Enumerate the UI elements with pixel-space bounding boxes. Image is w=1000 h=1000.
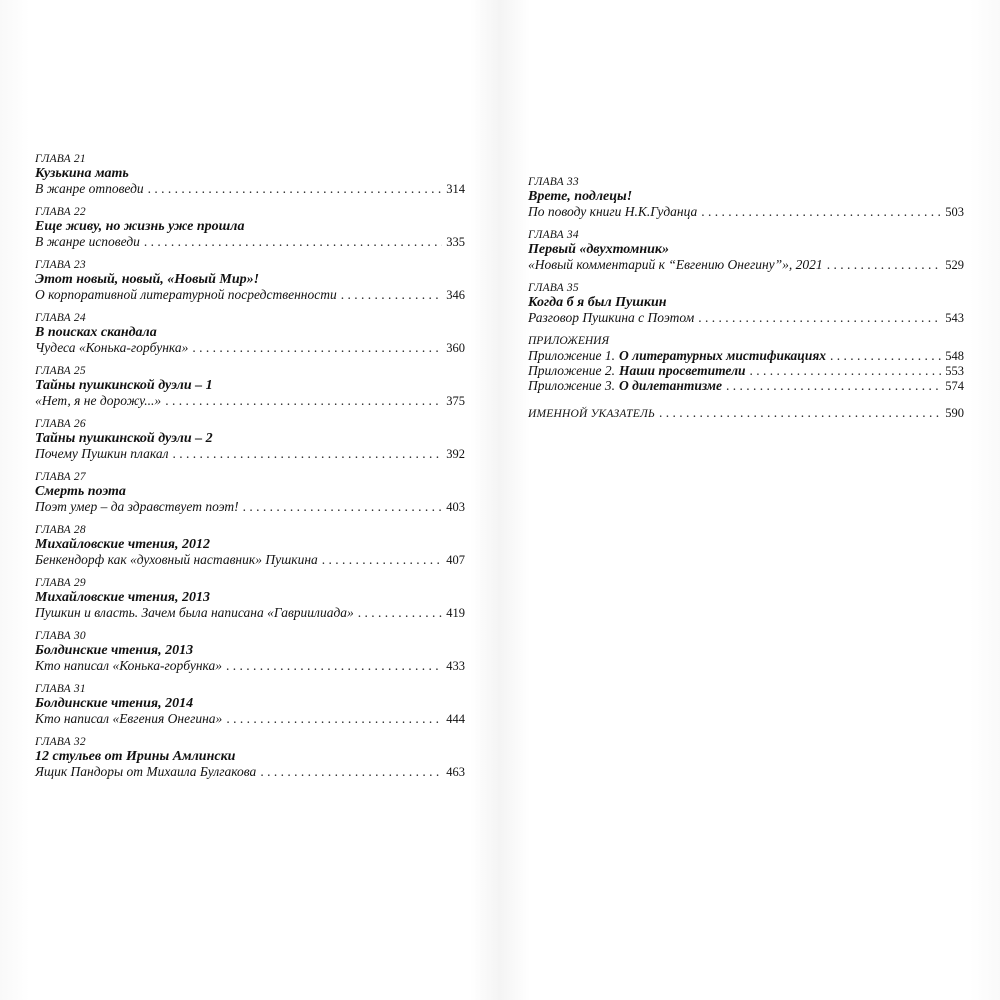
page-number: 463 [446, 765, 465, 779]
chapter-subtitle: Ящик Пандоры от Михаила Булгакова [35, 764, 257, 779]
toc-line [35, 764, 465, 779]
toc-entry-34 [528, 229, 964, 272]
toc-line [35, 393, 465, 408]
toc-line [35, 287, 465, 302]
name-index-entry [528, 405, 964, 420]
chapter-subtitle: По поводу книги Н.К.Гуданца [528, 204, 698, 219]
page-number: 419 [446, 606, 465, 620]
dot-leader [172, 446, 442, 461]
toc-line [35, 181, 465, 196]
page-number: 375 [446, 394, 465, 408]
chapter-subtitle: О корпоративной литературной посредственности [35, 287, 337, 302]
toc-line [35, 658, 465, 673]
chapter-subtitle: «Новый комментарий к “Евгению Онегину”», 2021 [528, 257, 823, 272]
appendix-line [528, 348, 964, 363]
chapter-number: ГЛАВА 35 [528, 282, 579, 294]
dot-leader [827, 257, 942, 272]
toc-entry-27 [35, 471, 465, 514]
page-number: 346 [446, 288, 465, 302]
appendix-prefix: Приложение 2. [528, 363, 616, 378]
chapter-number: ГЛАВА 31 [35, 683, 86, 695]
dot-leader [165, 393, 442, 408]
toc-entry-24 [35, 312, 465, 355]
chapter-title: Михайловские чтения, 2012 [35, 537, 210, 552]
toc-line [35, 552, 465, 567]
chapter-number: ГЛАВА 29 [35, 577, 86, 589]
page-number: 314 [446, 182, 465, 196]
dot-leader [830, 348, 941, 363]
dot-leader [148, 181, 443, 196]
chapter-title: Когда б я был Пушкин [528, 295, 667, 310]
toc-right-column [528, 176, 964, 430]
toc-entry-25 [35, 365, 465, 408]
page-number: 407 [446, 553, 465, 567]
toc-entry-32 [35, 736, 465, 779]
name-index-line [528, 405, 964, 420]
toc-line [35, 605, 465, 620]
name-index-label: ИМЕННОЙ УКАЗАТЕЛЬ [528, 408, 655, 420]
dot-leader [750, 363, 942, 378]
page-number: 444 [446, 712, 465, 726]
toc-entry-26 [35, 418, 465, 461]
toc-entry-23 [35, 259, 465, 302]
chapter-subtitle: Чудеса «Конька-горбунка» [35, 340, 189, 355]
dot-leader [698, 310, 941, 325]
chapter-title: Первый «двухтомник» [528, 242, 670, 257]
chapter-subtitle: Почему Пушкин плакал [35, 446, 169, 461]
chapter-title: Этот новый, новый, «Новый Мир»! [35, 272, 260, 287]
page-number: 433 [446, 659, 465, 673]
chapter-number: ГЛАВА 27 [35, 471, 86, 483]
chapter-number: ГЛАВА 32 [35, 736, 86, 748]
dot-leader [144, 234, 442, 249]
toc-line [35, 234, 465, 249]
dot-leader [322, 552, 442, 567]
toc-entry-29 [35, 577, 465, 620]
toc-line [528, 204, 964, 219]
chapter-subtitle: В жанре отповеди [35, 181, 144, 196]
chapter-title: Врете, подлецы! [528, 189, 633, 204]
chapter-subtitle: «Нет, я не дорожу...» [35, 393, 162, 408]
toc-entry-21 [35, 153, 465, 196]
toc-line [35, 446, 465, 461]
chapter-title: Михайловские чтения, 2013 [35, 590, 210, 605]
chapter-title: Болдинские чтения, 2014 [35, 696, 194, 711]
toc-line [35, 340, 465, 355]
appendix-title: Наши просветители [619, 363, 746, 378]
toc-line [528, 257, 964, 272]
appendix-title: О литературных мистификациях [619, 348, 827, 363]
toc-entry-30 [35, 630, 465, 673]
dot-leader [260, 764, 442, 779]
appendix-line [528, 363, 964, 378]
page-number: 529 [945, 258, 964, 272]
chapter-title: Тайны пушкинской дуэли – 2 [35, 431, 213, 446]
dot-leader [243, 499, 443, 514]
appendices-section [528, 335, 964, 393]
chapter-subtitle: Кто написал «Конька-горбунка» [35, 658, 223, 673]
appendix-prefix: Приложение 3. [528, 378, 616, 393]
chapter-number: ГЛАВА 34 [528, 229, 579, 241]
dot-leader [726, 378, 941, 393]
chapter-number: ГЛАВА 33 [528, 176, 579, 188]
chapter-number: ГЛАВА 28 [35, 524, 86, 536]
page-number: 360 [446, 341, 465, 355]
toc-entry-22 [35, 206, 465, 249]
chapter-number: ГЛАВА 25 [35, 365, 86, 377]
page-number: 553 [945, 364, 964, 378]
page-number: 574 [945, 379, 964, 393]
chapter-title: Тайны пушкинской дуэли – 1 [35, 378, 213, 393]
dot-leader [341, 287, 443, 302]
dot-leader [659, 405, 941, 420]
dot-leader [701, 204, 941, 219]
dot-leader [226, 658, 442, 673]
chapter-title: В поисках скандала [35, 325, 157, 340]
page-number: 392 [446, 447, 465, 461]
page-number: 543 [945, 311, 964, 325]
chapter-subtitle: Бенкендорф как «духовный наставник» Пушкина [35, 552, 318, 567]
chapter-title: Болдинские чтения, 2013 [35, 643, 194, 658]
chapter-subtitle: Разговор Пушкина с Поэтом [528, 310, 695, 325]
chapter-subtitle: В жанре исповеди [35, 234, 140, 249]
appendices-heading: ПРИЛОЖЕНИЯ [528, 335, 610, 347]
chapter-number: ГЛАВА 26 [35, 418, 86, 430]
appendix-line [528, 378, 964, 393]
chapter-title: 12 стульев от Ирины Амлински [35, 749, 236, 764]
dot-leader [358, 605, 442, 620]
appendix-title: О дилетантизме [619, 378, 723, 393]
chapter-title: Смерть поэта [35, 484, 126, 499]
chapter-title: Кузькина мать [35, 166, 129, 181]
chapter-title: Еще живу, но жизнь уже прошла [35, 219, 245, 234]
chapter-number: ГЛАВА 30 [35, 630, 86, 642]
toc-line [35, 711, 465, 726]
dot-leader [226, 711, 442, 726]
toc-line [528, 310, 964, 325]
toc-entry-31 [35, 683, 465, 726]
chapter-subtitle: Кто написал «Евгения Онегина» [35, 711, 223, 726]
toc-entry-28 [35, 524, 465, 567]
toc-entry-33 [528, 176, 964, 219]
appendix-prefix: Приложение 1. [528, 348, 616, 363]
chapter-number: ГЛАВА 24 [35, 312, 86, 324]
dot-leader [192, 340, 442, 355]
page-number: 403 [446, 500, 465, 514]
toc-left-column [35, 153, 465, 789]
page-number: 548 [945, 349, 964, 363]
chapter-subtitle: Пушкин и власть. Зачем была написана «Гавриилиада» [35, 605, 354, 620]
page-number: 335 [446, 235, 465, 249]
page-number: 590 [945, 406, 964, 420]
chapter-number: ГЛАВА 21 [35, 153, 86, 165]
toc-line [35, 499, 465, 514]
chapter-subtitle: Поэт умер – да здравствует поэт! [35, 499, 239, 514]
page-number: 503 [945, 205, 964, 219]
chapter-number: ГЛАВА 23 [35, 259, 86, 271]
chapter-number: ГЛАВА 22 [35, 206, 86, 218]
toc-entry-35 [528, 282, 964, 325]
